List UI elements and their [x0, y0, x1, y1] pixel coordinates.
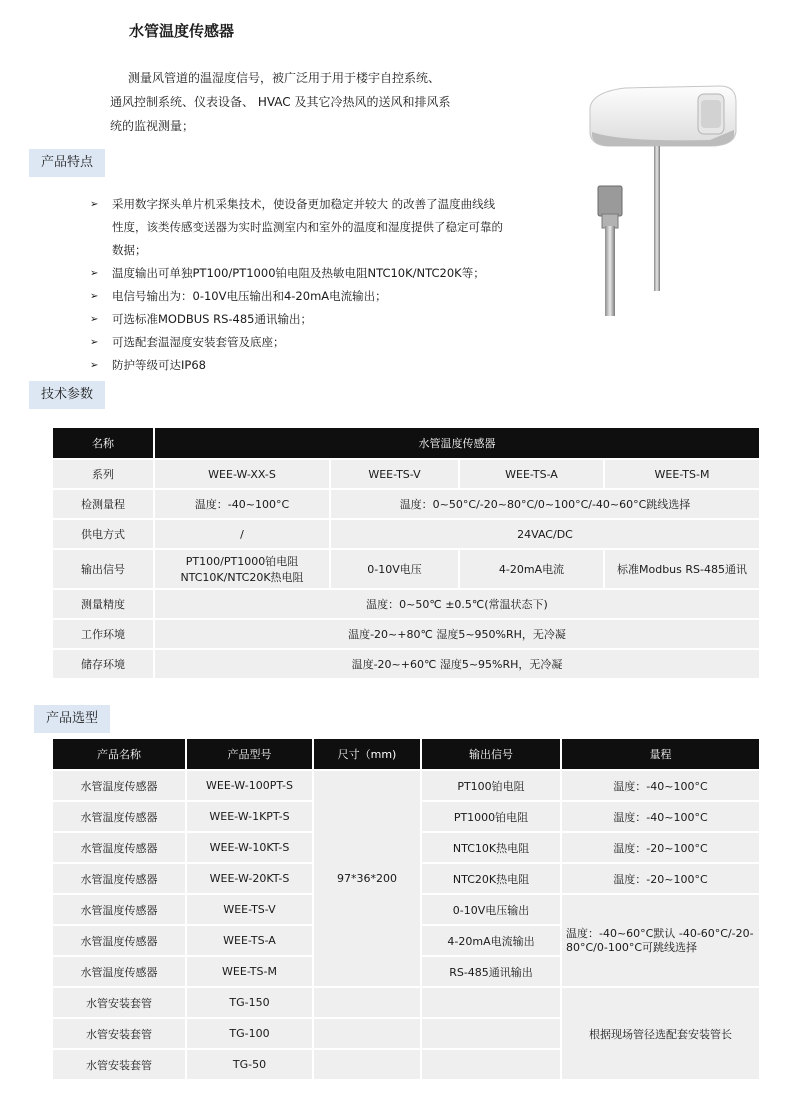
spec-row — [53, 490, 759, 518]
empty-cell — [422, 1019, 560, 1048]
feature-text: 数据； — [112, 243, 147, 257]
note-cell: 根据现场管径选配套安装管长 — [562, 988, 759, 1079]
bullet-arrow-icon: ➢ — [90, 268, 99, 279]
product-name-cell: 水管安装套管 — [53, 988, 185, 1017]
model-cell: TG-100 — [187, 1019, 312, 1048]
spec-cell: WEE-TS-V — [331, 460, 458, 488]
model-cell: TG-150 — [187, 988, 312, 1017]
product-name-cell: 水管温度传感器 — [53, 833, 185, 862]
selection-header-cell: 尺寸（mm) — [314, 739, 420, 769]
model-cell: WEE-W-20KT-S — [187, 864, 312, 893]
model-cell: WEE-TS-A — [187, 926, 312, 955]
spec-cell: WEE-TS-A — [460, 460, 603, 488]
product-name-cell: 水管温度传感器 — [53, 895, 185, 924]
bullet-arrow-icon: ➢ — [90, 337, 99, 348]
feature-item — [90, 331, 540, 354]
product-name-cell: 水管温度传感器 — [53, 802, 185, 831]
intro-line: 统的监视测量； — [110, 119, 195, 133]
empty-cell — [314, 988, 420, 1017]
spec-row — [53, 650, 759, 678]
empty-cell — [314, 1019, 420, 1048]
intro-line: 测量风管道的温湿度信号，被广泛用于用于楼宇自控系统、 — [128, 71, 441, 85]
empty-cell — [314, 1050, 420, 1079]
section-title-selection: 产品选型 — [34, 705, 110, 733]
selection-header-cell: 产品型号 — [187, 739, 312, 769]
section-title-features: 产品特点 — [29, 149, 105, 177]
spec-row — [53, 550, 759, 588]
spec-label: 输出信号 — [53, 550, 153, 588]
range-cell: 温度：-40~100°C — [562, 802, 759, 831]
table-row — [53, 988, 759, 1017]
bullet-arrow-icon: ➢ — [90, 291, 99, 302]
bullet-arrow-icon: ➢ — [90, 360, 99, 371]
selection-header-row — [53, 739, 759, 769]
spec-cell: 4-20mA电流 — [460, 550, 603, 588]
spec-header-cell: 名称 — [53, 428, 153, 458]
bullet-arrow-icon: ➢ — [90, 199, 99, 210]
product-name-cell: 水管安装套管 — [53, 1019, 185, 1048]
selection-header-cell: 量程 — [562, 739, 759, 769]
spec-cell: 温度-20~+60℃ 湿度5~95%RH，无冷凝 — [155, 650, 759, 678]
product-name-cell: 水管温度传感器 — [53, 864, 185, 893]
model-cell: WEE-W-10KT-S — [187, 833, 312, 862]
size-cell: 97*36*200 — [314, 771, 420, 986]
spec-cell: 温度-20~+80℃ 湿度5~950%RH，无冷凝 — [155, 620, 759, 648]
product-name-cell: 水管温度传感器 — [53, 926, 185, 955]
model-cell: WEE-TS-M — [187, 957, 312, 986]
spec-label: 储存环境 — [53, 650, 153, 678]
model-cell: WEE-TS-V — [187, 895, 312, 924]
spec-cell: / — [155, 520, 329, 548]
output-cell: 0-10V电压输出 — [422, 895, 560, 924]
range-merged-cell: 温度：-40~60°C默认 -40-60°C/-20-80°C/0-100°C可跳线选择 — [562, 895, 759, 986]
selection-header-cell: 产品名称 — [53, 739, 185, 769]
spec-header-row — [53, 428, 759, 458]
feature-item — [90, 285, 540, 308]
spec-label: 供电方式 — [53, 520, 153, 548]
spec-header-cell: 水管温度传感器 — [155, 428, 759, 458]
empty-cell — [422, 1050, 560, 1079]
intro-paragraph — [110, 66, 470, 138]
output-cell: NTC10K热电阻 — [422, 833, 560, 862]
spec-cell: 温度：0~50°C/-20~80°C/0~100°C/-40~60°C跳线选择 — [331, 490, 759, 518]
section-title-tech: 技术参数 — [29, 381, 105, 409]
range-cell: 温度：-40~100°C — [562, 771, 759, 800]
feature-item — [90, 354, 540, 377]
range-cell: 温度：-20~100°C — [562, 833, 759, 862]
product-name-cell: 水管温度传感器 — [53, 957, 185, 986]
product-image — [580, 80, 780, 330]
output-cell: RS-485通讯输出 — [422, 957, 560, 986]
range-cell: 温度：-20~100°C — [562, 864, 759, 893]
spec-label: 检测量程 — [53, 490, 153, 518]
selection-header-cell: 输出信号 — [422, 739, 560, 769]
spec-cell: WEE-W-XX-S — [155, 460, 329, 488]
model-cell: WEE-W-100PT-S — [187, 771, 312, 800]
spec-cell-line: NTC10K/NTC20K热电阻 — [180, 571, 304, 584]
feature-list — [90, 193, 540, 377]
feature-item — [90, 308, 540, 331]
spec-label: 系列 — [53, 460, 153, 488]
spec-row — [53, 520, 759, 548]
output-cell: PT1000铂电阻 — [422, 802, 560, 831]
spec-cell: 温度：0~50℃ ±0.5℃(常温状态下) — [155, 590, 759, 618]
model-cell: WEE-W-1KPT-S — [187, 802, 312, 831]
spec-cell: WEE-TS-M — [605, 460, 759, 488]
intro-line: 通风控制系统、仪表设备、 HVAC 及其它冷热风的送风和排风系 — [110, 95, 451, 109]
feature-text: 可选配套温湿度安装套管及底座； — [112, 335, 285, 349]
product-name-cell: 水管温度传感器 — [53, 771, 185, 800]
output-cell: 4-20mA电流输出 — [422, 926, 560, 955]
selection-table — [51, 737, 761, 1081]
feature-item — [90, 193, 540, 262]
spec-cell: 标准Modbus RS-485通讯 — [605, 550, 759, 588]
output-cell: PT100铂电阻 — [422, 771, 560, 800]
spec-table — [51, 426, 761, 680]
spec-row — [53, 620, 759, 648]
spec-cell-line: PT100/PT1000铂电阻 — [185, 555, 299, 568]
spec-row — [53, 590, 759, 618]
feature-text: 可选标准MODBUS RS-485通讯输出； — [112, 312, 312, 326]
feature-text: 防护等级可达IP68 — [112, 358, 206, 372]
table-row — [53, 771, 759, 800]
empty-cell — [422, 988, 560, 1017]
spec-cell: 24VAC/DC — [331, 520, 759, 548]
spec-label: 工作环境 — [53, 620, 153, 648]
spec-cell: 0-10V电压 — [331, 550, 458, 588]
feature-text: 性度，该类传感变送器为实时监测室内和室外的温度和湿度提供了稳定可靠的 — [112, 220, 503, 234]
feature-text: 采用数字探头单片机采集技术，使设备更加稳定并较大 的改善了温度曲线线 — [112, 197, 496, 211]
feature-item — [90, 262, 540, 285]
bullet-arrow-icon: ➢ — [90, 314, 99, 325]
output-cell: NTC20K热电阻 — [422, 864, 560, 893]
spec-cell — [155, 550, 329, 588]
feature-text: 温度输出可单独PT100/PT1000铂电阻及热敏电阻NTC10K/NTC20K等； — [112, 266, 485, 280]
model-cell: TG-50 — [187, 1050, 312, 1079]
spec-row — [53, 460, 759, 488]
page-title: 水管温度传感器 — [129, 22, 235, 40]
feature-text: 电信号输出为：0-10V电压输出和4-20mA电流输出； — [112, 289, 387, 303]
spec-label: 测量精度 — [53, 590, 153, 618]
product-name-cell: 水管安装套管 — [53, 1050, 185, 1079]
spec-cell: 温度：-40~100°C — [155, 490, 329, 518]
